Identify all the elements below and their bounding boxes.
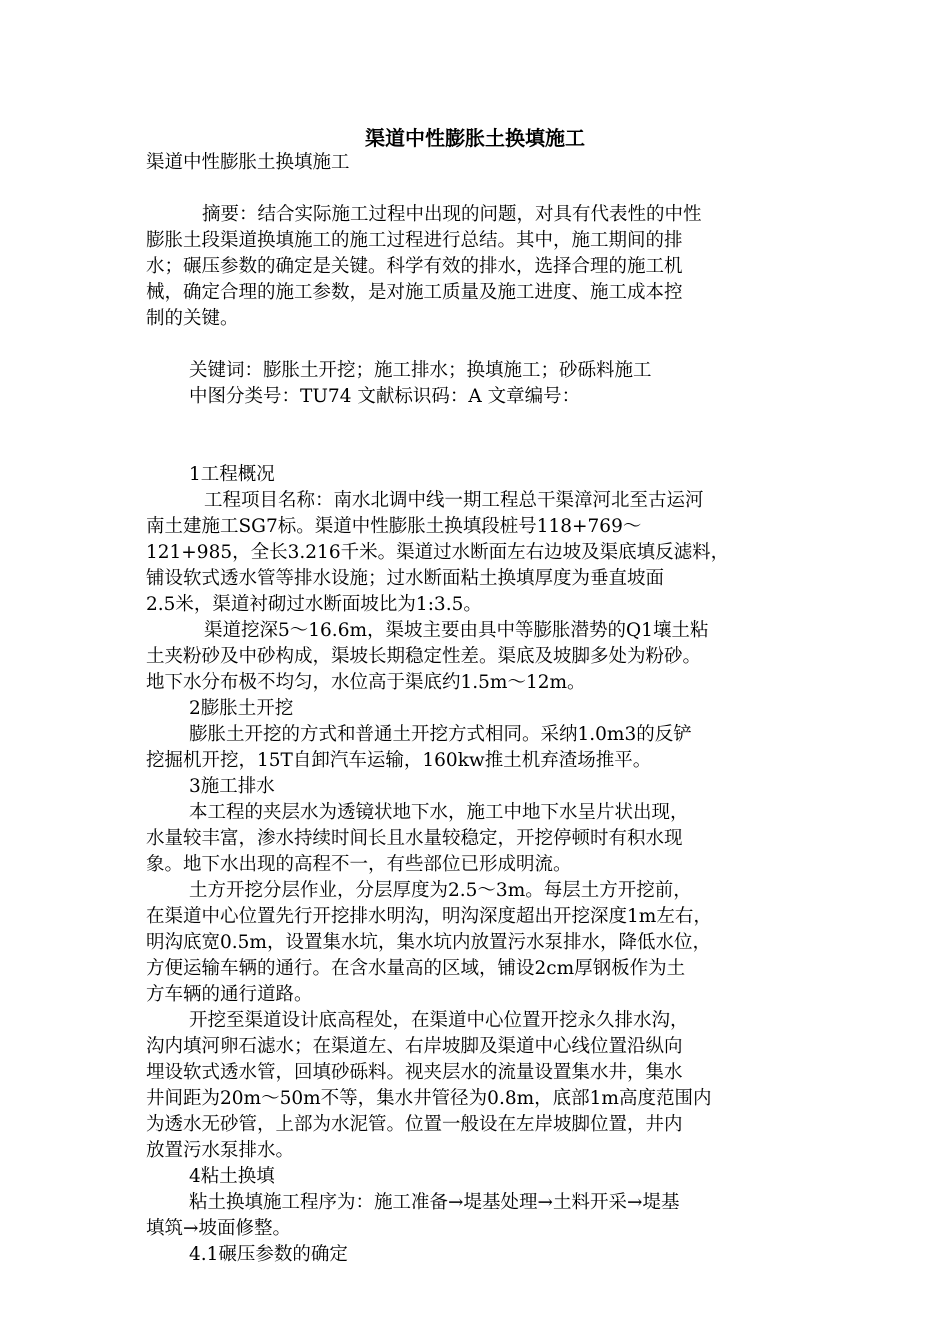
spacer — [146, 332, 810, 358]
paragraph-line: 填筑→坡面修整。 — [146, 1218, 292, 1239]
paragraph-line: 南土建施工SG7标。渠道中性膨胀土换填段桩号118+769～ — [146, 516, 642, 537]
paragraph-line: 渠道挖深5～16.6m，渠坡主要由具中等膨胀潜势的Q1壤土粘 — [204, 620, 709, 641]
keywords-line: 关键词：膨胀土开挖；施工排水；换填施工；砂砾料施工 — [189, 360, 652, 381]
body-paragraph — [146, 800, 810, 878]
paragraph-line: 水；碾压参数的确定是关键。科学有效的排水，选择合理的施工机 — [146, 256, 683, 277]
body-paragraph — [146, 878, 810, 1008]
paragraph-line: 方车辆的通行道路。 — [146, 984, 313, 1005]
subsection-heading: 4.1碾压参数的确定 — [189, 1244, 348, 1265]
paragraph-line: 方便运输车辆的通行。在含水量高的区域，铺设2cm厚钢板作为土 — [146, 958, 686, 979]
paragraph-line: 121+985，全长3.216千米。渠道过水断面左右边坡及渠底填反滤料， — [146, 542, 730, 563]
body-paragraph — [146, 488, 810, 618]
paragraph-line: 沟内填河卵石滤水；在渠道左、右岸坡脚及渠道中心线位置沿纵向 — [146, 1036, 683, 1057]
paragraph-line: 2.5米，渠道衬砌过水断面坡比为1:3.5。 — [146, 594, 482, 615]
paragraph-line: 土夹粉砂及中砂构成，渠坡长期稳定性差。渠底及坡脚多处为粉砂。 — [146, 646, 702, 667]
paragraph-line: 膨胀土段渠道换填施工的施工过程进行总结。其中，施工期间的排 — [146, 230, 683, 251]
paragraph-line: 井间距为20m～50m不等，集水井管径为0.8m，底部1m高度范围内 — [146, 1088, 712, 1109]
section-heading: 2膨胀土开挖 — [189, 698, 294, 719]
spacer — [146, 176, 810, 202]
paragraph-line: 工程项目名称：南水北调中线一期工程总干渠漳河北至古运河 — [204, 490, 704, 511]
paragraph-line: 械，确定合理的施工参数，是对施工质量及施工进度、施工成本控 — [146, 282, 683, 303]
body-paragraph — [146, 618, 810, 696]
section-heading: 3施工排水 — [189, 776, 275, 797]
paragraph-line: 为透水无砂管，上部为水泥管。位置一般设在左岸坡脚位置，井内 — [146, 1114, 683, 1135]
paragraph-line: 地下水分布极不均匀，水位高于渠底约1.5m～12m。 — [146, 672, 586, 693]
body-paragraph — [146, 1190, 810, 1242]
paragraph-line: 膨胀土开挖的方式和普通土开挖方式相同。采纳1.0m3的反铲 — [189, 724, 692, 745]
paragraph-line: 制的关键。 — [146, 308, 239, 329]
paragraph-line: 土方开挖分层作业，分层厚度为2.5～3m。每层土方开挖前， — [189, 880, 692, 901]
document-body — [146, 150, 810, 1268]
paragraph-line: 摘要：结合实际施工过程中出现的问题，对具有代表性的中性 — [202, 204, 702, 225]
body-paragraph — [146, 1008, 810, 1164]
section-heading: 4粘土换填 — [189, 1166, 275, 1187]
classification-line: 中图分类号：TU74 文献标识码：A 文章编号： — [189, 386, 581, 407]
paragraph-line: 水量较丰富，渗水持续时间长且水量较稳定，开挖停顿时有积水现 — [146, 828, 683, 849]
paragraph-line: 挖掘机开挖，15T自卸汽车运输，160kw推土机弃渣场推平。 — [146, 750, 652, 771]
abstract-paragraph — [146, 202, 810, 332]
paragraph-line: 埋设软式透水管，回填砂砾料。视夹层水的流量设置集水井，集水 — [146, 1062, 683, 1083]
paragraph-line: 开挖至渠道设计底高程处，在渠道中心位置开挖永久排水沟， — [189, 1010, 689, 1031]
spacer — [146, 436, 810, 462]
paragraph-line: 粘土换填施工程序为：施工准备→堤基处理→土料开采→堤基 — [189, 1192, 680, 1213]
paragraph-line: 铺设软式透水管等排水设施；过水断面粘土换填厚度为垂直坡面 — [146, 568, 665, 589]
spacer — [146, 410, 810, 436]
paragraph-line: 象。地下水出现的高程不一，有些部位已形成明流。 — [146, 854, 572, 875]
document-title: 渠道中性膨胀土换填施工 — [365, 126, 585, 150]
paragraph-line: 在渠道中心位置先行开挖排水明沟，明沟深度超出开挖深度1m左右， — [146, 906, 712, 927]
section-heading: 1工程概况 — [189, 464, 275, 485]
paragraph-line: 本工程的夹层水为透镜状地下水，施工中地下水呈片状出现， — [189, 802, 689, 823]
document-subtitle: 渠道中性膨胀土换填施工 — [146, 152, 350, 173]
paragraph-line: 放置污水泵排水。 — [146, 1140, 295, 1161]
paragraph-line: 明沟底宽0.5m，设置集水坑，集水坑内放置污水泵排水，降低水位， — [146, 932, 711, 953]
body-paragraph — [146, 722, 810, 774]
